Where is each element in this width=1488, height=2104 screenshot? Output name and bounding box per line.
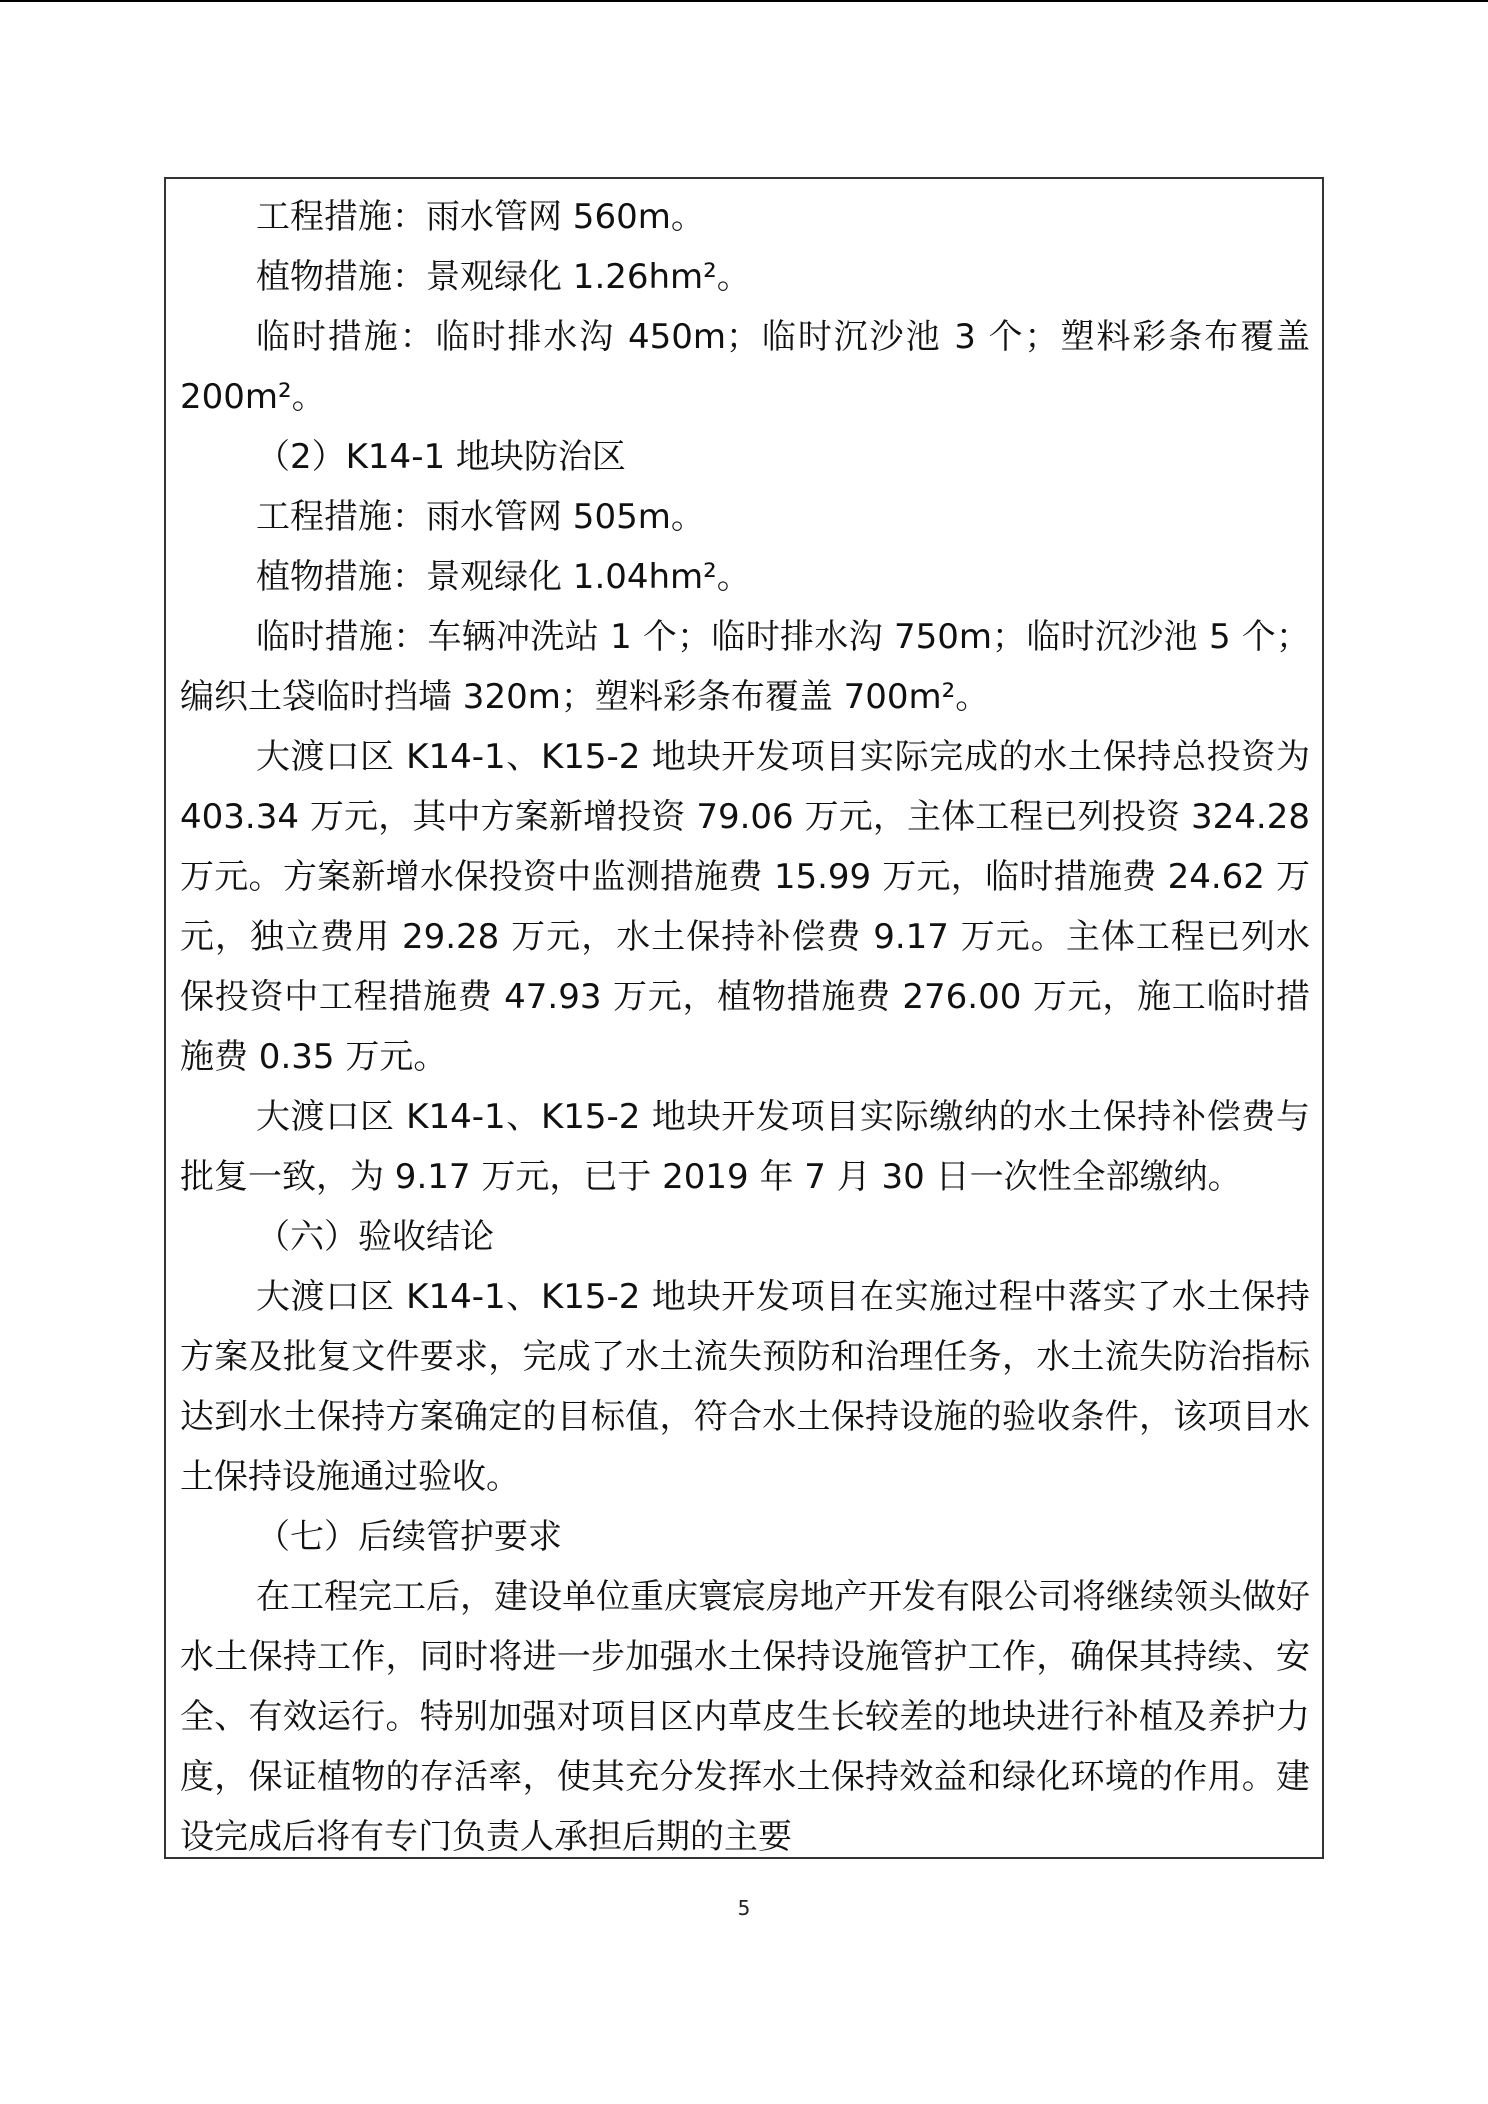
- paragraph-engineering-measures-1: 工程措施：雨水管网 560m。: [256, 197, 705, 237]
- section-heading-maintenance: （七）后续管护要求: [256, 1517, 562, 1557]
- paragraph-plant-measures-1: 植物措施：景观绿化 1.26hm²。: [256, 257, 751, 297]
- paragraph-investment: 大渡口区 K14-1、K15-2 地块开发项目实际完成的水土保持总投资为 403.34 万元，其中方案新增投资 79.06 万元，主体工程已列投资 324.28 万元。方案新增水保投资中监测措施费 15.99 万元，临时措施费 24.62 万元，独立费用 29.28 万元，水土保持补偿费 9.17 万元。主体工程已列水保投资中工程措施费 47.93 万元，植物措施费 276.00 万元，施工临时措施费 0.35 万元。: [180, 737, 1310, 1077]
- paragraph-temporary-measures-2: 临时措施：车辆冲洗站 1 个；临时排水沟 750m；临时沉沙池 5 个；编织土袋临时挡墙 320m；塑料彩条布覆盖 700m²。: [180, 617, 1310, 717]
- paragraph-maintenance: 在工程完工后，建设单位重庆寰宸房地产开发有限公司将继续领头做好水土保持工作，同时将进一步加强水土保持设施管护工作，确保其持续、安全、有效运行。特别加强对项目区内草皮生长较差的地块进行补植及养护力度，保证植物的存活率，使其充分发挥水土保持效益和绿化环境的作用。建设完成后将有专门负责人承担后期的主要: [180, 1577, 1310, 1857]
- paragraph-engineering-measures-2: 工程措施：雨水管网 505m。: [256, 497, 705, 537]
- section-heading-k14-1: （2）K14-1 地块防治区: [256, 437, 626, 477]
- page-number: 5: [737, 1896, 751, 1920]
- content-frame: [164, 177, 1324, 1859]
- paragraph-compensation-fee: 大渡口区 K14-1、K15-2 地块开发项目实际缴纳的水土保持补偿费与批复一致，为 9.17 万元，已于 2019 年 7 月 30 日一次性全部缴纳。: [180, 1097, 1310, 1197]
- body-text: [180, 187, 1310, 1859]
- top-border-line: [0, 0, 1488, 2]
- paragraph-plant-measures-2: 植物措施：景观绿化 1.04hm²。: [256, 557, 751, 597]
- section-heading-conclusion: （六）验收结论: [256, 1217, 494, 1257]
- paragraph-conclusion: 大渡口区 K14-1、K15-2 地块开发项目在实施过程中落实了水土保持方案及批复文件要求，完成了水土流失预防和治理任务，水土流失防治指标达到水土保持方案确定的目标值，符合水土保持设施的验收条件，该项目水土保持设施通过验收。: [180, 1277, 1310, 1497]
- paragraph-temporary-measures-1: 临时措施：临时排水沟 450m；临时沉沙池 3 个；塑料彩条布覆盖 200m²。: [180, 317, 1310, 417]
